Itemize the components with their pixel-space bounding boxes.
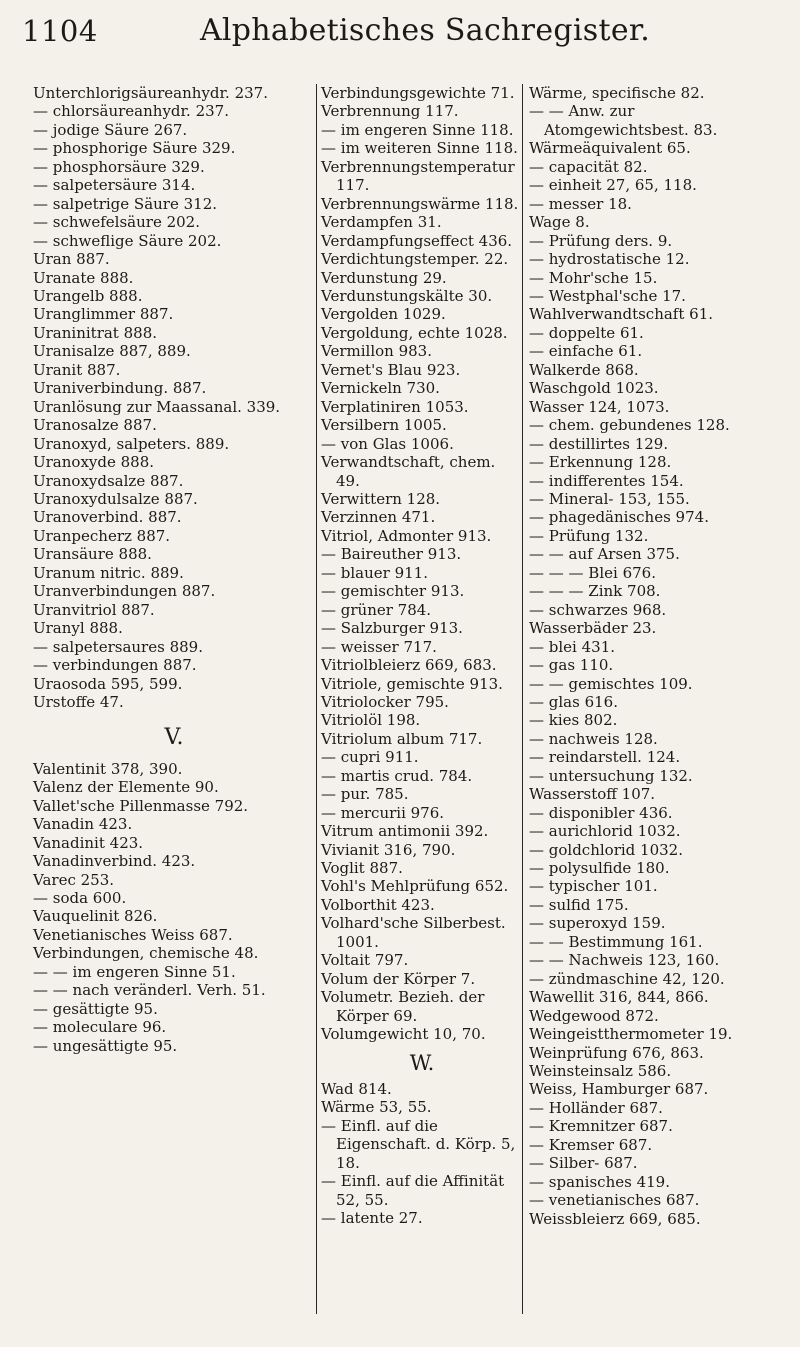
index-entry: Voltait 797. bbox=[321, 951, 409, 970]
running-title: Alphabetisches Sachregister. bbox=[199, 13, 651, 48]
section-letter: W. bbox=[409, 1050, 435, 1075]
index-entry: Uranverbindungen 887. bbox=[33, 582, 216, 601]
index-entry: Vitriolbleierz 669, 683. bbox=[321, 656, 497, 675]
index-entry: — — Bestimmung 161. bbox=[529, 932, 703, 951]
index-entry: — nachweis 128. bbox=[529, 729, 658, 748]
index-entry: — Erkennung 128. bbox=[529, 453, 672, 472]
index-entry: — Westphal'sche 17. bbox=[529, 286, 686, 305]
index-entry: Uranosalze 887. bbox=[33, 416, 157, 435]
index-entry: — salpetersäure 314. bbox=[33, 176, 196, 195]
index-entry: — — im engeren Sinne 51. bbox=[33, 962, 236, 981]
index-entry: — — auf Arsen 375. bbox=[529, 545, 680, 564]
index-entry: — — — Zink 708. bbox=[529, 582, 661, 601]
index-entry: Weissbleierz 669, 685. bbox=[529, 1209, 701, 1228]
index-entry: — indifferentes 154. bbox=[529, 471, 684, 490]
index-entry: Verdichtungstemper. 22. bbox=[321, 250, 509, 269]
index-entry: Vergolden 1029. bbox=[321, 305, 446, 324]
index-entry: Wawellit 316, 844, 866. bbox=[529, 988, 709, 1007]
index-entry: Vernickeln 730. bbox=[321, 379, 440, 398]
index-entry: Uranlösung zur Maassanal. 339. bbox=[33, 397, 281, 416]
index-entry: — phagedänisches 974. bbox=[529, 508, 709, 527]
index-entry: Wasserbäder 23. bbox=[529, 619, 657, 638]
index-entry: Weinprüfung 676, 863. bbox=[529, 1043, 704, 1062]
index-entry: Urstoffe 47. bbox=[33, 692, 124, 711]
index-entry: — blei 431. bbox=[529, 637, 616, 656]
index-entry: Volhard'sche Silberbest. 1001. bbox=[321, 914, 506, 951]
index-entry: — jodige Säure 267. bbox=[33, 120, 188, 139]
index-entry: Verbindungen, chemische 48. bbox=[33, 944, 259, 963]
index-entry: — schweflige Säure 202. bbox=[33, 231, 222, 250]
index-column-3 bbox=[529, 84, 767, 1228]
index-entry: Weingeistthermometer 19. bbox=[529, 1025, 733, 1044]
index-entry: Wasser 124, 1073. bbox=[529, 397, 670, 416]
index-entry: — spanisches 419. bbox=[529, 1172, 670, 1191]
index-entry: — soda 600. bbox=[33, 889, 127, 908]
index-entry: Volborthit 423. bbox=[321, 895, 435, 914]
index-entry: — Kremnitzer 687. bbox=[529, 1117, 673, 1136]
index-entry: Weinsteinsalz 586. bbox=[529, 1062, 672, 1081]
index-entry: Volumetr. Bezieh. der Körper 69. bbox=[321, 988, 485, 1025]
index-entry: Verwittern 128. bbox=[321, 489, 441, 508]
index-entry: — einheit 27, 65, 118. bbox=[529, 176, 697, 195]
index-entry: Uranum nitric. 889. bbox=[33, 563, 184, 582]
index-entry: Vanadinverbind. 423. bbox=[33, 852, 196, 871]
index-entry: Valenz der Elemente 90. bbox=[33, 778, 219, 797]
index-entry: — sulfid 175. bbox=[529, 895, 629, 914]
index-entry: Valentinit 378, 390. bbox=[33, 759, 183, 778]
index-entry: Uraninitrat 888. bbox=[33, 323, 158, 342]
index-entry: — im weiteren Sinne 118. bbox=[321, 139, 518, 158]
index-entry: — — Anw. zur Atomgewichtsbest. 83. bbox=[529, 102, 718, 139]
index-entry: — Kremser 687. bbox=[529, 1135, 653, 1154]
index-entry: — Prüfung ders. 9. bbox=[529, 231, 673, 250]
index-entry: — blauer 911. bbox=[321, 563, 428, 582]
index-entry: — im engeren Sinne 118. bbox=[321, 120, 514, 139]
page-number: 1104 bbox=[22, 14, 98, 48]
section-letter: V. bbox=[164, 725, 184, 751]
index-entry: Verdampfungseffect 436. bbox=[321, 231, 513, 250]
index-entry: Vauquelinit 826. bbox=[33, 907, 158, 926]
index-entry: — superoxyd 159. bbox=[529, 914, 666, 933]
index-entry: — weisser 717. bbox=[321, 637, 437, 656]
index-entry: Verdampfen 31. bbox=[321, 213, 442, 232]
index-entry: — untersuchung 132. bbox=[529, 766, 693, 785]
index-entry: — grüner 784. bbox=[321, 600, 432, 619]
index-entry: — Einfl. auf die Affinität 52, 55. bbox=[321, 1172, 505, 1209]
index-entry: Verbrennungswärme 118. bbox=[321, 194, 519, 213]
index-entry: Weiss, Hamburger 687. bbox=[529, 1080, 709, 1099]
index-entry: — goldchlorid 1032. bbox=[529, 840, 683, 859]
index-entry: — disponibler 436. bbox=[529, 803, 673, 822]
page-header bbox=[0, 0, 800, 78]
index-entry: Verdunstung 29. bbox=[321, 268, 447, 287]
index-entry: Vitriolöl 198. bbox=[321, 711, 421, 730]
index-entry: — typischer 101. bbox=[529, 877, 658, 896]
index-entry: Uranoxydsalze 887. bbox=[33, 471, 184, 490]
index-entry: Uranyl 888. bbox=[33, 619, 123, 638]
index-entry: Venetianisches Weiss 687. bbox=[33, 925, 233, 944]
index-entry: — von Glas 1006. bbox=[321, 434, 454, 453]
index-entry: Wärme, specifische 82. bbox=[529, 84, 705, 102]
index-entry: — Holländer 687. bbox=[529, 1098, 663, 1117]
index-entry: Uranoxyd, salpeters. 889. bbox=[33, 434, 230, 453]
index-entry: — hydrostatische 12. bbox=[529, 250, 690, 269]
index-entry: Voglit 887. bbox=[321, 859, 403, 878]
index-entry: Verbrennung 117. bbox=[321, 102, 459, 121]
index-entry: Uraosoda 595, 599. bbox=[33, 674, 183, 693]
index-entry: Vivianit 316, 790. bbox=[321, 840, 456, 859]
index-entry: — Salzburger 913. bbox=[321, 619, 463, 638]
index-entry: Vitrum antimonii 392. bbox=[321, 822, 489, 841]
index-entry: — — — Blei 676. bbox=[529, 563, 656, 582]
index-entry: Wasserstoff 107. bbox=[529, 785, 656, 804]
index-entry: Wage 8. bbox=[529, 213, 590, 232]
index-entry: — kies 802. bbox=[529, 711, 618, 730]
index-entry: — — gemischtes 109. bbox=[529, 674, 693, 693]
index-entry: Wahlverwandtschaft 61. bbox=[529, 305, 714, 324]
index-entry: Vallet'sche Pillenmasse 792. bbox=[33, 796, 249, 815]
index-entry: Verdunstungskälte 30. bbox=[321, 286, 493, 305]
index-entry: Vermillon 983. bbox=[321, 342, 432, 361]
index-entry: Uranate 888. bbox=[33, 268, 134, 287]
index-entry: Varec 253. bbox=[33, 870, 115, 889]
index-entry: Vanadinit 423. bbox=[33, 833, 144, 852]
index-entry: — aurichlorid 1032. bbox=[529, 822, 681, 841]
index-entry: — — nach veränderl. Verh. 51. bbox=[33, 981, 266, 1000]
index-entry: — Baireuther 913. bbox=[321, 545, 462, 564]
index-entry: — destillirtes 129. bbox=[529, 434, 669, 453]
index-entry: Vitriol, Admonter 913. bbox=[321, 526, 492, 545]
index-entry: Waschgold 1023. bbox=[529, 379, 659, 398]
index-entry: Verbindungsgewichte 71. bbox=[321, 84, 515, 102]
index-entry: Wärmeäquivalent 65. bbox=[529, 139, 691, 158]
index-entry: Vitriolocker 795. bbox=[321, 692, 449, 711]
index-entry: — schwefelsäure 202. bbox=[33, 213, 200, 232]
index-entry: Vohl's Mehlprüfung 652. bbox=[321, 877, 509, 896]
index-entry: — glas 616. bbox=[529, 692, 618, 711]
index-entry: Vitriole, gemischte 913. bbox=[321, 674, 503, 693]
index-entry: — Silber- 687. bbox=[529, 1154, 638, 1173]
index-entry: Uranit 887. bbox=[33, 360, 121, 379]
index-entry: Uranglimmer 887. bbox=[33, 305, 174, 324]
index-entry: — reindarstell. 124. bbox=[529, 748, 681, 767]
index-entry: — — Nachweis 123, 160. bbox=[529, 951, 720, 970]
index-entry: Verzinnen 471. bbox=[321, 508, 436, 527]
index-entry: — latente 27. bbox=[321, 1209, 423, 1228]
index-entry: — Einfl. auf die Eigenschaft. d. Körp. 5, 18. bbox=[321, 1116, 516, 1172]
index-entry: Volumgewicht 10, 70. bbox=[321, 1025, 486, 1044]
index-entry: Uranisalze 887, 889. bbox=[33, 342, 191, 361]
index-entry: — Mineral- 153, 155. bbox=[529, 489, 690, 508]
index-entry: Uraniverbindung. 887. bbox=[33, 379, 207, 398]
index-entry: — chem. gebundenes 128. bbox=[529, 416, 730, 435]
index-entry: — gesättigte 95. bbox=[33, 999, 158, 1018]
index-entry: Vernet's Blau 923. bbox=[321, 360, 461, 379]
index-entry: — schwarzes 968. bbox=[529, 600, 667, 619]
index-entry: — capacität 82. bbox=[529, 157, 648, 176]
index-entry: Versilbern 1005. bbox=[321, 416, 447, 435]
column-divider bbox=[316, 84, 317, 1314]
index-entry: Uranoxyde 888. bbox=[33, 453, 155, 472]
index-entry: Uranvitriol 887. bbox=[33, 600, 155, 619]
index-entry: Verplatiniren 1053. bbox=[321, 397, 469, 416]
index-entry: — ungesättigte 95. bbox=[33, 1036, 178, 1055]
index-entry: — phosphorsäure 329. bbox=[33, 157, 205, 176]
index-entry: Verbrennungstemperatur 117. bbox=[321, 157, 515, 195]
index-entry: — gemischter 913. bbox=[321, 582, 465, 601]
index-entry: — pur. 785. bbox=[321, 785, 409, 804]
index-entry: Walkerde 868. bbox=[529, 360, 639, 379]
index-entry: — polysulfide 180. bbox=[529, 859, 670, 878]
index-entry: Uranoverbind. 887. bbox=[33, 508, 182, 527]
index-entry: Uranoxydulsalze 887. bbox=[33, 489, 198, 508]
index-entry: — verbindungen 887. bbox=[33, 656, 197, 675]
index-entry: — gas 110. bbox=[529, 656, 614, 675]
index-entry: Urangelb 888. bbox=[33, 286, 143, 305]
index-entry: Uransäure 888. bbox=[33, 545, 152, 564]
index-entry: — Mohr'sche 15. bbox=[529, 268, 658, 287]
index-entry: Vergoldung, echte 1028. bbox=[321, 323, 508, 342]
index-entry: — martis crud. 784. bbox=[321, 766, 473, 785]
index-entry: Wärme 53, 55. bbox=[321, 1098, 432, 1117]
index-entry: Verwandtschaft, chem. 49. bbox=[321, 453, 496, 490]
index-entry: Vitriolum album 717. bbox=[321, 729, 483, 748]
index-column-1 bbox=[33, 84, 315, 1055]
index-entry: — einfache 61. bbox=[529, 342, 643, 361]
index-entry: — salpetersaures 889. bbox=[33, 637, 203, 656]
index-entry: Unterchlorigsäureanhydr. 237. bbox=[33, 84, 268, 102]
index-entry: — cupri 911. bbox=[321, 748, 419, 767]
index-entry: — mercurii 976. bbox=[321, 803, 445, 822]
index-entry: — zündmaschine 42, 120. bbox=[529, 969, 725, 988]
index-entry: Vanadin 423. bbox=[33, 815, 133, 834]
index-entry: — messer 18. bbox=[529, 194, 632, 213]
index-entry: — salpetrige Säure 312. bbox=[33, 194, 218, 213]
index-entry: Wedgewood 872. bbox=[529, 1006, 659, 1025]
index-entry: — phosphorige Säure 329. bbox=[33, 139, 236, 158]
index-entry: Uranpecherz 887. bbox=[33, 526, 171, 545]
index-entry: — doppelte 61. bbox=[529, 323, 644, 342]
index-entry: Uran 887. bbox=[33, 250, 110, 269]
index-entry: — venetianisches 687. bbox=[529, 1191, 700, 1210]
index-entry: Wad 814. bbox=[321, 1080, 392, 1099]
index-entry: — Prüfung 132. bbox=[529, 526, 649, 545]
index-entry: Volum der Körper 7. bbox=[321, 969, 476, 988]
index-column-2 bbox=[321, 84, 523, 1228]
index-entry: — moleculare 96. bbox=[33, 1018, 167, 1037]
index-entry: — chlorsäureanhydr. 237. bbox=[33, 102, 229, 121]
